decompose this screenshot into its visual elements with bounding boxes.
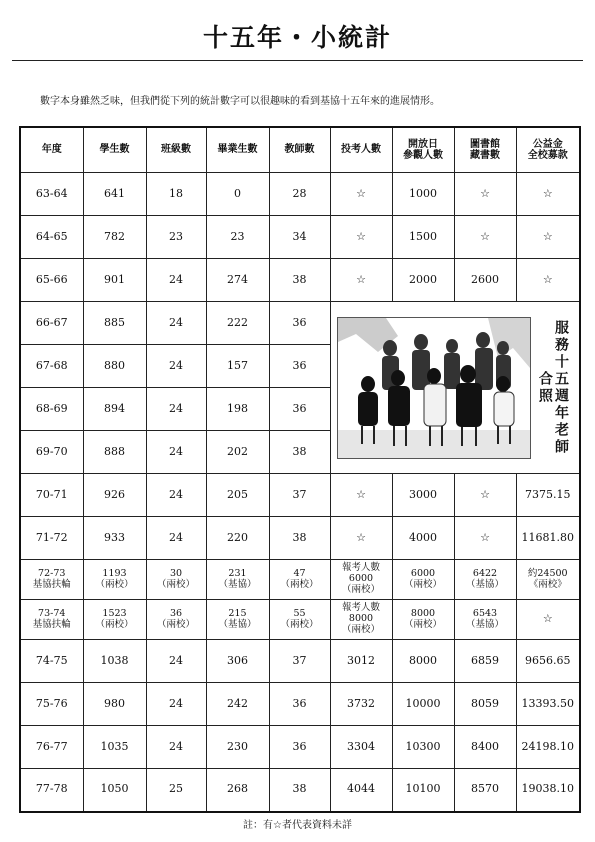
table-cell: 3304	[330, 726, 392, 769]
table-row	[20, 302, 580, 345]
table-cell: 64-65	[20, 216, 83, 259]
table-cell: 63-64	[20, 173, 83, 216]
table-cell: 202	[206, 431, 269, 474]
table-cell: 約24500 《兩校》	[516, 560, 580, 600]
table-cell: 38	[269, 517, 330, 560]
table-cell: 24	[146, 431, 206, 474]
table-cell: 901	[83, 259, 146, 302]
table-cell: 242	[206, 683, 269, 726]
table-row	[20, 726, 580, 769]
table-cell: 0	[206, 173, 269, 216]
table-cell: 2600	[454, 259, 516, 302]
table-cell: 18	[146, 173, 206, 216]
table-cell: 1035	[83, 726, 146, 769]
table-cell: 36	[269, 726, 330, 769]
table-cell: ☆	[330, 474, 392, 517]
table-cell: 30 （兩校）	[146, 560, 206, 600]
column-header: 投考人數	[330, 127, 392, 173]
table-cell: 268	[206, 769, 269, 812]
table-cell: 8570	[454, 769, 516, 812]
table-cell: 222	[206, 302, 269, 345]
footnote: 註：有☆者代表資料未詳	[243, 820, 352, 831]
table-cell: ☆	[330, 216, 392, 259]
table-cell: 報考人數 8000 （兩校）	[330, 600, 392, 640]
table-cell: 24	[146, 388, 206, 431]
table-cell: 231 （基協）	[206, 560, 269, 600]
table-cell: 25	[146, 769, 206, 812]
table-cell: ☆	[516, 216, 580, 259]
table-cell: 894	[83, 388, 146, 431]
table-row	[20, 517, 580, 560]
column-header: 班級數	[146, 127, 206, 173]
table-row	[20, 216, 580, 259]
table-cell: 38	[269, 769, 330, 812]
column-header: 年度	[20, 127, 83, 173]
table-row	[20, 683, 580, 726]
table-row	[20, 474, 580, 517]
table-cell: 198	[206, 388, 269, 431]
table-cell: 157	[206, 345, 269, 388]
table-cell: 880	[83, 345, 146, 388]
table-cell: 36	[269, 388, 330, 431]
table-cell: 215 （基協）	[206, 600, 269, 640]
table-cell: 24	[146, 259, 206, 302]
table-cell: 24	[146, 474, 206, 517]
table-cell: 6859	[454, 640, 516, 683]
table-cell: 7375.15	[516, 474, 580, 517]
table-cell: 933	[83, 517, 146, 560]
statistics-table	[19, 126, 581, 813]
table-cell: 926	[83, 474, 146, 517]
table-cell: 10000	[392, 683, 454, 726]
table-cell: 230	[206, 726, 269, 769]
table-cell: 1038	[83, 640, 146, 683]
table-cell: 34	[269, 216, 330, 259]
table-cell: ☆	[454, 173, 516, 216]
column-header: 畢業生數	[206, 127, 269, 173]
table-cell: 36	[269, 345, 330, 388]
table-cell: 3732	[330, 683, 392, 726]
table-cell: 6000 （兩校）	[392, 560, 454, 600]
table-cell: 28	[269, 173, 330, 216]
table-cell: 75-76	[20, 683, 83, 726]
table-cell: 641	[83, 173, 146, 216]
table-cell: 24198.10	[516, 726, 580, 769]
table-cell: 36	[269, 302, 330, 345]
table-cell: 24	[146, 302, 206, 345]
table-cell: 4000	[392, 517, 454, 560]
column-header: 教師數	[269, 127, 330, 173]
column-header: 開放日 參觀人數	[392, 127, 454, 173]
table-row	[20, 173, 580, 216]
table-cell: 55 （兩校）	[269, 600, 330, 640]
table-cell: ☆	[330, 517, 392, 560]
table-cell: 23	[206, 216, 269, 259]
title-divider	[12, 60, 583, 61]
table-cell: 11681.80	[516, 517, 580, 560]
table-cell: 782	[83, 216, 146, 259]
table-cell: 38	[269, 259, 330, 302]
table-cell: ☆	[330, 173, 392, 216]
table-cell: 71-72	[20, 517, 83, 560]
table-cell: ☆	[516, 173, 580, 216]
table-cell: 77-78	[20, 769, 83, 812]
table-cell: 37	[269, 474, 330, 517]
column-header: 公益金 全校募款	[516, 127, 580, 173]
table-row	[20, 769, 580, 812]
header-row	[20, 127, 580, 173]
table-row	[20, 259, 580, 302]
column-header: 學生數	[83, 127, 146, 173]
table-cell: 205	[206, 474, 269, 517]
table-cell: 74-75	[20, 640, 83, 683]
table-cell: 1000	[392, 173, 454, 216]
table-cell: 1050	[83, 769, 146, 812]
table-cell: ☆	[516, 600, 580, 640]
table-cell: 980	[83, 683, 146, 726]
table-row	[20, 640, 580, 683]
table-cell: 888	[83, 431, 146, 474]
table-cell: 8059	[454, 683, 516, 726]
column-header: 圖書館 藏書數	[454, 127, 516, 173]
table-cell: 47 （兩校）	[269, 560, 330, 600]
table-cell: 67-68	[20, 345, 83, 388]
table-cell: 274	[206, 259, 269, 302]
table-cell: 24	[146, 517, 206, 560]
table-cell: 8400	[454, 726, 516, 769]
table-cell: 65-66	[20, 259, 83, 302]
table-cell: 6543 （基協）	[454, 600, 516, 640]
table-cell: 19038.10	[516, 769, 580, 812]
table-cell: ☆	[330, 259, 392, 302]
teacher-group-photo	[337, 317, 531, 459]
table-cell: 13393.50	[516, 683, 580, 726]
table-cell: 1523 （兩校）	[83, 600, 146, 640]
photo-caption: 服務十五週年老師合照	[536, 319, 569, 456]
table-cell: 2000	[392, 259, 454, 302]
table-cell: 73-74 基協扶輪	[20, 600, 83, 640]
table-cell: 220	[206, 517, 269, 560]
table-cell: 24	[146, 640, 206, 683]
table-cell: 8000 （兩校）	[392, 600, 454, 640]
table-row	[20, 560, 580, 600]
table-cell: 24	[146, 683, 206, 726]
table-cell: 報考人數 6000 （兩校）	[330, 560, 392, 600]
table-cell: 10100	[392, 769, 454, 812]
table-cell: 69-70	[20, 431, 83, 474]
table-cell: 68-69	[20, 388, 83, 431]
table-cell: 4044	[330, 769, 392, 812]
page-title: 十五年・小統計	[202, 23, 392, 52]
table-cell: 66-67	[20, 302, 83, 345]
table-cell: 24	[146, 345, 206, 388]
table-cell: 6422 （基協）	[454, 560, 516, 600]
table-cell: 36 （兩校）	[146, 600, 206, 640]
table-cell: ☆	[454, 517, 516, 560]
table-cell: 306	[206, 640, 269, 683]
table-cell: 1500	[392, 216, 454, 259]
table-row	[20, 600, 580, 640]
table-cell: ☆	[516, 259, 580, 302]
table-cell: 1193 （兩校）	[83, 560, 146, 600]
table-cell: 38	[269, 431, 330, 474]
table-cell: 72-73 基協扶輪	[20, 560, 83, 600]
table-cell: 37	[269, 640, 330, 683]
table-cell: 3000	[392, 474, 454, 517]
table-cell: ☆	[454, 216, 516, 259]
table-cell: 36	[269, 683, 330, 726]
table-cell: 24	[146, 726, 206, 769]
table-cell: 23	[146, 216, 206, 259]
table-cell: 9656.65	[516, 640, 580, 683]
table-cell: 70-71	[20, 474, 83, 517]
table-cell: 3012	[330, 640, 392, 683]
table-cell: 10300	[392, 726, 454, 769]
table-cell: 8000	[392, 640, 454, 683]
intro-text: 數字本身雖然乏味，但我們從下列的統計數字可以很趣味的看到基協十五年來的進展情形。	[40, 96, 440, 107]
table-cell: ☆	[454, 474, 516, 517]
table-cell: 885	[83, 302, 146, 345]
table-cell: 76-77	[20, 726, 83, 769]
photo-panel	[330, 302, 580, 474]
